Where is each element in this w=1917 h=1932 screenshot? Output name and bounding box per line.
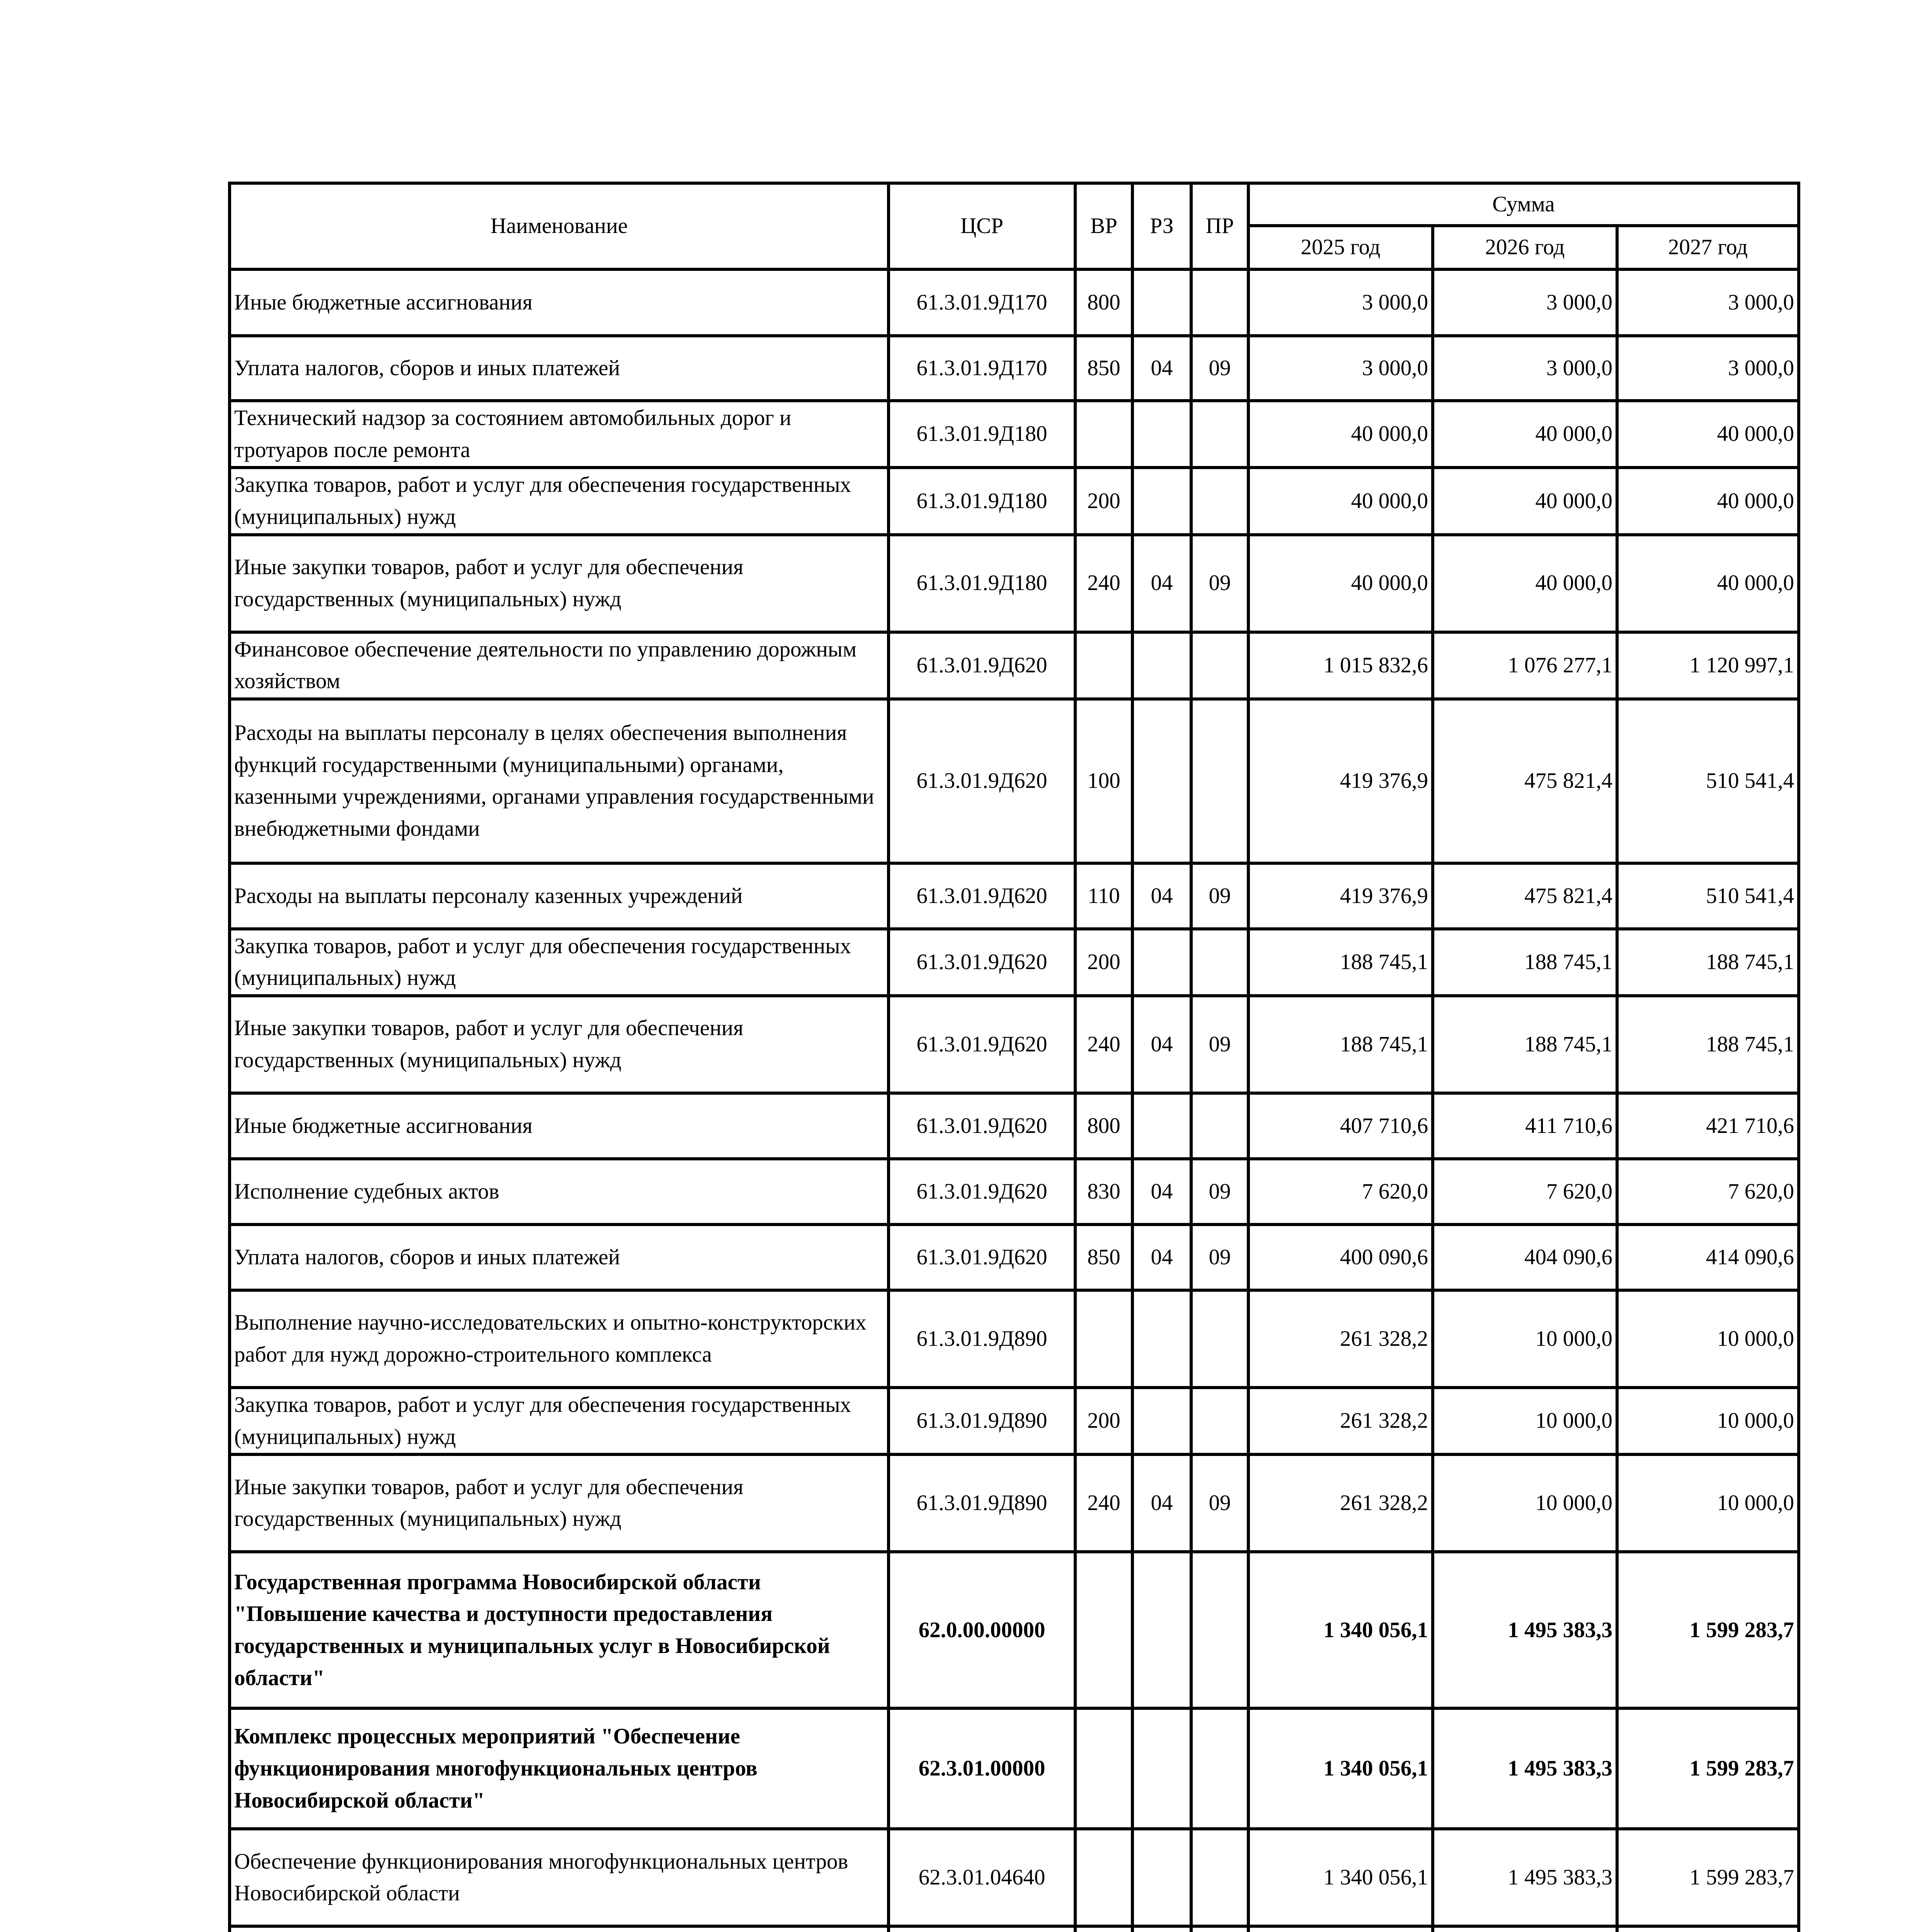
row-sum-2026: 10 000,0 (1433, 1290, 1617, 1388)
row-sum-2027: 1 599 283,7 (1617, 1708, 1799, 1829)
row-sum-2027: 1 120 997,1 (1617, 632, 1799, 699)
row-sum-2027 (1617, 1926, 1799, 1932)
row-sum-2025: 188 745,1 (1248, 996, 1433, 1093)
row-sum-2026: 411 710,6 (1433, 1093, 1617, 1159)
header-rz: РЗ (1132, 183, 1191, 269)
row-rz (1132, 632, 1191, 699)
row-sum-2027: 10 000,0 (1617, 1454, 1799, 1552)
row-sum-2026: 40 000,0 (1433, 401, 1617, 468)
row-sum-2026: 188 745,1 (1433, 996, 1617, 1093)
row-sum-2025: 40 000,0 (1248, 401, 1433, 468)
table-row (230, 535, 1799, 632)
row-vr: 110 (1075, 863, 1132, 929)
table-row (230, 1093, 1799, 1159)
row-sum-2026: 40 000,0 (1433, 535, 1617, 632)
row-sum-2027: 40 000,0 (1617, 468, 1799, 534)
row-pr (1191, 1388, 1248, 1454)
row-csr: 61.3.01.9Д170 (889, 336, 1075, 401)
row-rz (1132, 1552, 1191, 1708)
table-row (230, 468, 1799, 534)
row-sum-2026: 404 090,6 (1433, 1225, 1617, 1290)
row-name: Иные закупки товаров, работ и услуг для обеспечения государственных (муниципальных) нужд (230, 535, 889, 632)
row-rz (1132, 1290, 1191, 1388)
row-rz: 04 (1132, 863, 1191, 929)
row-sum-2027: 10 000,0 (1617, 1388, 1799, 1454)
row-sum-2025: 3 000,0 (1248, 336, 1433, 401)
row-rz (1132, 401, 1191, 468)
row-pr (1191, 1926, 1248, 1932)
row-rz (1132, 1829, 1191, 1926)
row-vr: 240 (1075, 996, 1132, 1093)
table-row (230, 1454, 1799, 1552)
table-row (230, 1388, 1799, 1454)
row-sum-2025: 261 328,2 (1248, 1290, 1433, 1388)
table-row (230, 632, 1799, 699)
header-vr: ВР (1075, 183, 1132, 269)
row-sum-2027: 3 000,0 (1617, 336, 1799, 401)
row-vr (1075, 1290, 1132, 1388)
row-csr: 61.3.01.9Д620 (889, 1225, 1075, 1290)
row-sum-2027: 3 000,0 (1617, 269, 1799, 336)
row-vr: 830 (1075, 1159, 1132, 1225)
row-sum-2025: 1 340 056,1 (1248, 1552, 1433, 1708)
table-body (230, 269, 1799, 1932)
row-csr: 61.3.01.9Д620 (889, 863, 1075, 929)
row-vr: 850 (1075, 336, 1132, 401)
row-sum-2027: 421 710,6 (1617, 1093, 1799, 1159)
row-sum-2027: 188 745,1 (1617, 996, 1799, 1093)
row-rz (1132, 929, 1191, 996)
row-rz: 04 (1132, 1225, 1191, 1290)
row-sum-2026: 1 076 277,1 (1433, 632, 1617, 699)
row-vr: 100 (1075, 699, 1132, 863)
row-sum-2025: 400 090,6 (1248, 1225, 1433, 1290)
row-sum-2027: 1 599 283,7 (1617, 1552, 1799, 1708)
row-csr: 61.3.01.9Д620 (889, 1093, 1075, 1159)
table-row (230, 929, 1799, 996)
row-name: Иные бюджетные ассигнования (230, 1093, 889, 1159)
row-rz: 04 (1132, 996, 1191, 1093)
row-sum-2027: 414 090,6 (1617, 1225, 1799, 1290)
row-pr: 09 (1191, 535, 1248, 632)
row-rz: 04 (1132, 1454, 1191, 1552)
row-sum-2026: 40 000,0 (1433, 468, 1617, 534)
row-sum-2025 (1248, 1926, 1433, 1932)
row-vr (1075, 1552, 1132, 1708)
table-row (230, 336, 1799, 401)
row-csr: 61.3.01.9Д170 (889, 269, 1075, 336)
row-pr: 09 (1191, 1454, 1248, 1552)
row-vr: 850 (1075, 1225, 1132, 1290)
row-sum-2025: 3 000,0 (1248, 269, 1433, 336)
row-csr: 61.3.01.9Д620 (889, 632, 1075, 699)
table-row (230, 1708, 1799, 1829)
row-sum-2027: 1 599 283,7 (1617, 1829, 1799, 1926)
header-year-2026: 2026 год (1433, 226, 1617, 269)
row-sum-2025: 1 015 832,6 (1248, 632, 1433, 699)
row-sum-2025: 40 000,0 (1248, 535, 1433, 632)
header-year-2025: 2025 год (1248, 226, 1433, 269)
row-vr: 200 (1075, 929, 1132, 996)
budget-table (228, 182, 1800, 1932)
row-sum-2027: 10 000,0 (1617, 1290, 1799, 1388)
row-sum-2025: 419 376,9 (1248, 699, 1433, 863)
row-sum-2025: 261 328,2 (1248, 1388, 1433, 1454)
row-csr: 61.3.01.9Д620 (889, 929, 1075, 996)
row-csr: 61.3.01.9Д620 (889, 699, 1075, 863)
row-pr (1191, 1552, 1248, 1708)
header-year-2027: 2027 год (1617, 226, 1799, 269)
row-sum-2025: 7 620,0 (1248, 1159, 1433, 1225)
row-vr: 200 (1075, 468, 1132, 534)
row-csr: 61.3.01.9Д180 (889, 401, 1075, 468)
row-pr (1191, 401, 1248, 468)
row-csr: 61.3.01.9Д890 (889, 1388, 1075, 1454)
table-row (230, 699, 1799, 863)
row-name: Расходы на выплаты персоналу казенных учреждений (230, 863, 889, 929)
row-vr: 800 (1075, 269, 1132, 336)
row-vr: 800 (1075, 1093, 1132, 1159)
row-pr: 09 (1191, 336, 1248, 401)
row-rz (1132, 468, 1191, 534)
row-sum-2027: 40 000,0 (1617, 535, 1799, 632)
row-vr (1075, 1708, 1132, 1829)
header-pr: ПР (1191, 183, 1248, 269)
table-row (230, 1552, 1799, 1708)
row-name: Закупка товаров, работ и услуг для обеспечения государственных (муниципальных) нужд (230, 1388, 889, 1454)
row-pr: 09 (1191, 863, 1248, 929)
row-name: Обеспечение функционирования многофункциональных центров Новосибирской области (230, 1829, 889, 1926)
row-pr (1191, 1290, 1248, 1388)
row-name: Иные закупки товаров, работ и услуг для обеспечения государственных (муниципальных) нужд (230, 996, 889, 1093)
row-csr (889, 1926, 1075, 1932)
row-csr: 61.3.01.9Д620 (889, 1159, 1075, 1225)
row-sum-2026: 188 745,1 (1433, 929, 1617, 996)
row-sum-2027: 40 000,0 (1617, 401, 1799, 468)
row-rz: 04 (1132, 336, 1191, 401)
row-pr: 09 (1191, 996, 1248, 1093)
row-name: Уплата налогов, сборов и иных платежей (230, 336, 889, 401)
row-sum-2026: 1 495 383,3 (1433, 1552, 1617, 1708)
row-csr: 61.3.01.9Д890 (889, 1454, 1075, 1552)
row-vr (1075, 401, 1132, 468)
row-vr (1075, 1926, 1132, 1932)
header-name: Наименование (230, 183, 889, 269)
row-sum-2026 (1433, 1926, 1617, 1932)
row-sum-2025: 188 745,1 (1248, 929, 1433, 996)
row-sum-2026: 475 821,4 (1433, 863, 1617, 929)
table-row (230, 1225, 1799, 1290)
row-rz: 04 (1132, 535, 1191, 632)
table-row (230, 996, 1799, 1093)
row-rz (1132, 269, 1191, 336)
row-sum-2025: 419 376,9 (1248, 863, 1433, 929)
row-sum-2027: 188 745,1 (1617, 929, 1799, 996)
row-sum-2026: 10 000,0 (1433, 1388, 1617, 1454)
row-rz (1132, 699, 1191, 863)
row-name: Уплата налогов, сборов и иных платежей (230, 1225, 889, 1290)
row-csr: 61.3.01.9Д180 (889, 468, 1075, 534)
row-sum-2027: 7 620,0 (1617, 1159, 1799, 1225)
row-pr (1191, 929, 1248, 996)
row-name: Финансовое обеспечение деятельности по управлению дорожным хозяйством (230, 632, 889, 699)
row-vr: 240 (1075, 1454, 1132, 1552)
table-row (230, 1829, 1799, 1926)
table-row (230, 1290, 1799, 1388)
row-name: Расходы на выплаты персоналу в целях обеспечения выполнения функций государственными (муниципальными) органами, казенными учреждениями, органами управления государственными внебюджетными фондами (230, 699, 889, 863)
header-sum: Сумма (1248, 183, 1799, 226)
row-name (230, 1926, 889, 1932)
row-sum-2027: 510 541,4 (1617, 863, 1799, 929)
row-name: Иные закупки товаров, работ и услуг для обеспечения государственных (муниципальных) нужд (230, 1454, 889, 1552)
row-rz (1132, 1093, 1191, 1159)
row-vr (1075, 632, 1132, 699)
row-name: Государственная программа Новосибирской области "Повышение качества и доступности предоставления государственных и муниципальных услуг в Новосибирской области" (230, 1552, 889, 1708)
row-csr: 62.0.00.00000 (889, 1552, 1075, 1708)
row-vr: 240 (1075, 535, 1132, 632)
row-sum-2026: 1 495 383,3 (1433, 1829, 1617, 1926)
row-pr: 09 (1191, 1159, 1248, 1225)
row-name: Исполнение судебных актов (230, 1159, 889, 1225)
row-sum-2026: 7 620,0 (1433, 1159, 1617, 1225)
row-csr: 62.3.01.00000 (889, 1708, 1075, 1829)
row-rz (1132, 1708, 1191, 1829)
row-csr: 61.3.01.9Д890 (889, 1290, 1075, 1388)
row-pr (1191, 699, 1248, 863)
row-sum-2027: 510 541,4 (1617, 699, 1799, 863)
row-sum-2025: 261 328,2 (1248, 1454, 1433, 1552)
row-pr (1191, 1708, 1248, 1829)
row-pr (1191, 1093, 1248, 1159)
row-sum-2025: 1 340 056,1 (1248, 1708, 1433, 1829)
row-pr: 09 (1191, 1225, 1248, 1290)
row-rz (1132, 1926, 1191, 1932)
row-pr (1191, 468, 1248, 534)
row-name: Закупка товаров, работ и услуг для обеспечения государственных (муниципальных) нужд (230, 929, 889, 996)
row-name: Закупка товаров, работ и услуг для обеспечения государственных (муниципальных) нужд (230, 468, 889, 534)
row-sum-2025: 407 710,6 (1248, 1093, 1433, 1159)
table-row (230, 401, 1799, 468)
table-row (230, 863, 1799, 929)
row-sum-2026: 10 000,0 (1433, 1454, 1617, 1552)
table-row (230, 1159, 1799, 1225)
table-row (230, 269, 1799, 336)
row-name: Технический надзор за состоянием автомобильных дорог и тротуаров после ремонта (230, 401, 889, 468)
row-pr (1191, 269, 1248, 336)
row-vr (1075, 1829, 1132, 1926)
row-csr: 61.3.01.9Д620 (889, 996, 1075, 1093)
row-pr (1191, 632, 1248, 699)
table-row (230, 1926, 1799, 1932)
row-sum-2026: 475 821,4 (1433, 699, 1617, 863)
row-csr: 62.3.01.04640 (889, 1829, 1075, 1926)
row-sum-2026: 3 000,0 (1433, 336, 1617, 401)
row-vr: 200 (1075, 1388, 1132, 1454)
row-sum-2025: 40 000,0 (1248, 468, 1433, 534)
header-csr: ЦСР (889, 183, 1075, 269)
row-sum-2026: 3 000,0 (1433, 269, 1617, 336)
row-pr (1191, 1829, 1248, 1926)
row-rz: 04 (1132, 1159, 1191, 1225)
row-name: Выполнение научно-исследовательских и опытно-конструкторских работ для нужд дорожно-строительного комплекса (230, 1290, 889, 1388)
row-sum-2026: 1 495 383,3 (1433, 1708, 1617, 1829)
row-sum-2025: 1 340 056,1 (1248, 1829, 1433, 1926)
row-csr: 61.3.01.9Д180 (889, 535, 1075, 632)
row-rz (1132, 1388, 1191, 1454)
row-name: Комплекс процессных мероприятий "Обеспечение функционирования многофункциональных центров Новосибирской области" (230, 1708, 889, 1829)
row-name: Иные бюджетные ассигнования (230, 269, 889, 336)
